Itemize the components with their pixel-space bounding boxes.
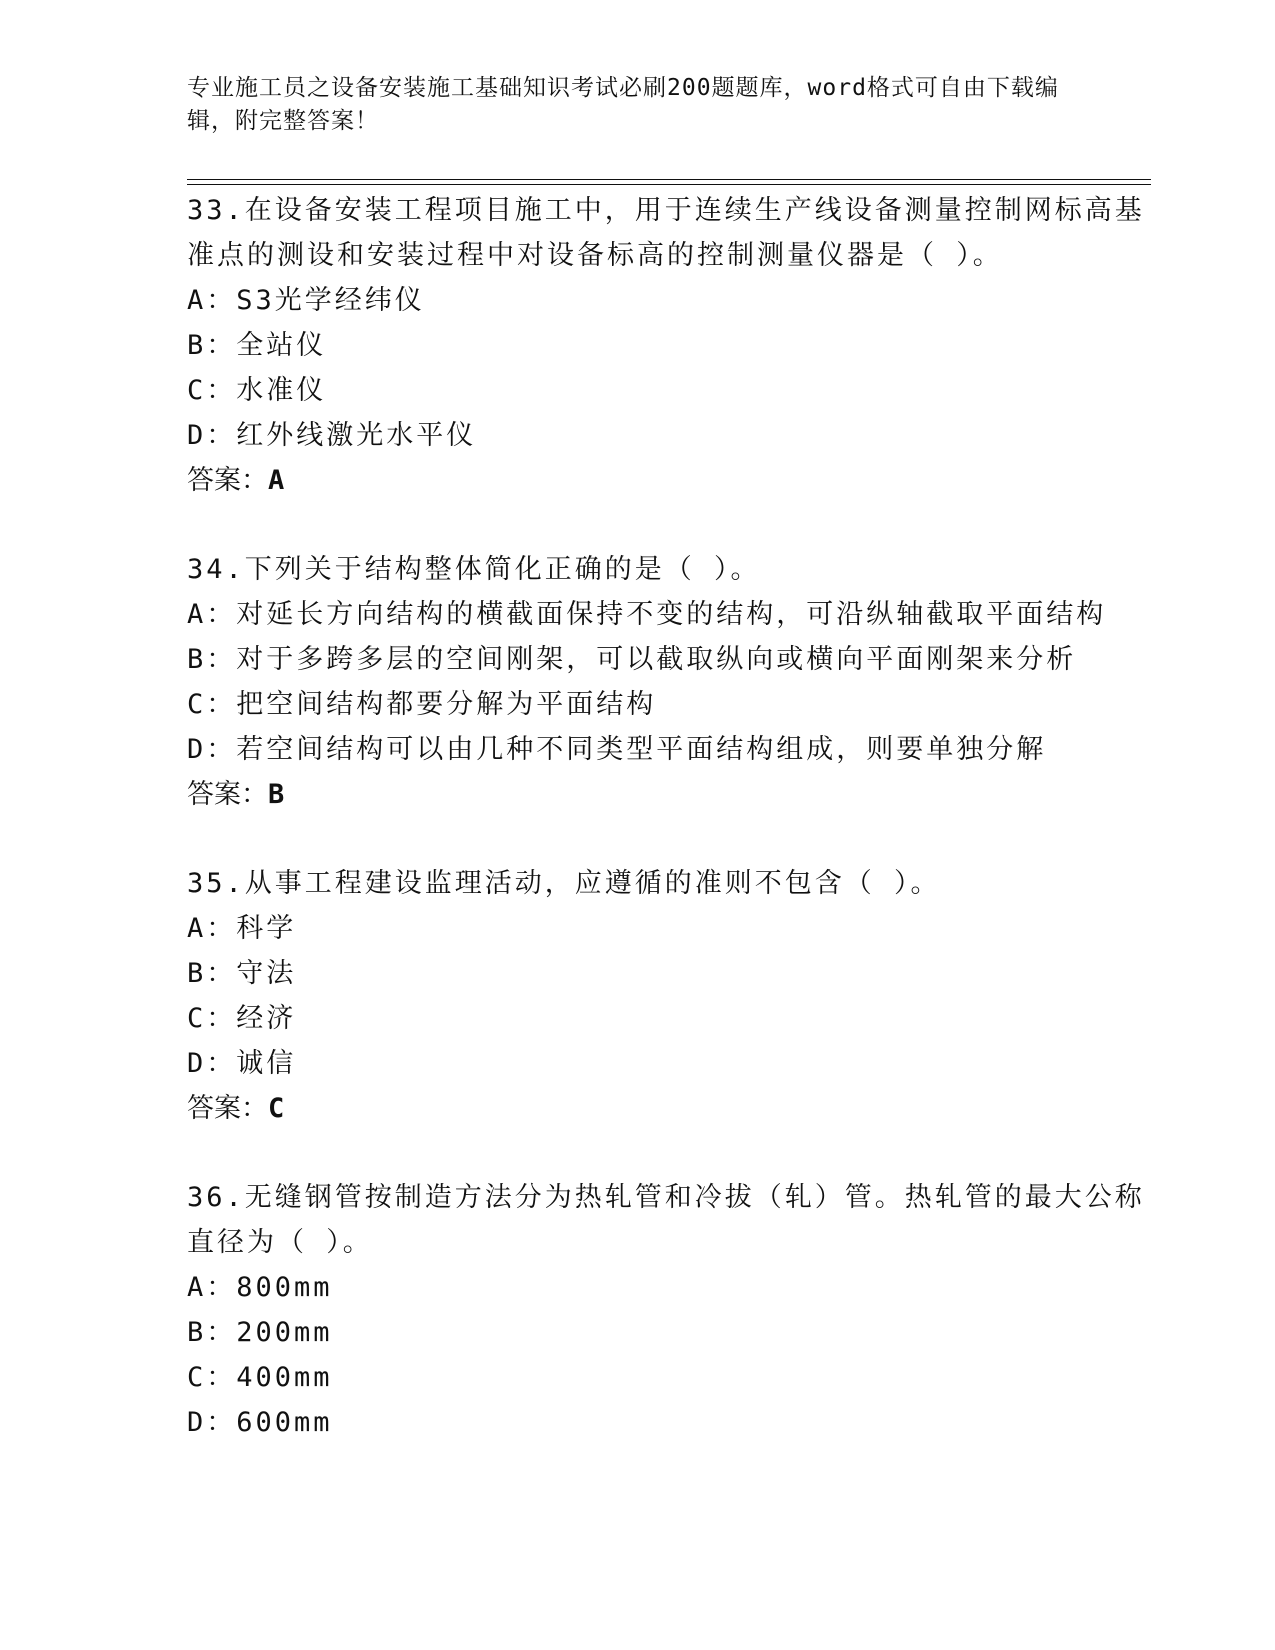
option-a: A：800mm: [187, 1272, 333, 1303]
answer-label: 答案：: [187, 465, 268, 496]
option-b: B：对于多跨多层的空间刚架，可以截取纵向或横向平面刚架来分析: [187, 644, 1077, 675]
option-a: A：对延长方向结构的横截面保持不变的结构，可沿纵轴截取平面结构: [187, 599, 1107, 630]
option-c: C：400mm: [187, 1362, 333, 1393]
option-d: D：若空间结构可以由几种不同类型平面结构组成，则要单独分解: [187, 734, 1047, 765]
option-b: B：全站仪: [187, 330, 327, 361]
question-36: [187, 1175, 1167, 1445]
option-c: C：水准仪: [187, 375, 327, 406]
option-d: D：诚信: [187, 1048, 297, 1079]
answer-value: B: [268, 779, 285, 810]
option-b: B：守法: [187, 958, 297, 989]
option-d: D：600mm: [187, 1407, 333, 1438]
question-text: 33.在设备安装工程项目施工中，用于连续生产线设备测量控制网标高基准点的测设和安装过程中对设备标高的控制测量仪器是（ ）。: [187, 195, 1145, 271]
question-33: [187, 188, 1167, 503]
question-text: 34.下列关于结构整体简化正确的是（ ）。: [187, 554, 761, 585]
option-b: B：200mm: [187, 1317, 333, 1348]
option-c: C：经济: [187, 1003, 297, 1034]
header-divider-bottom: [187, 184, 1151, 185]
question-text: 35.从事工程建设监理活动，应遵循的准则不包含（ ）。: [187, 868, 941, 899]
document-header: 专业施工员之设备安装施工基础知识考试必刷200题题库，word格式可自由下载编辑，附完整答案！: [187, 75, 1059, 134]
answer-value: A: [268, 465, 285, 496]
answer-line: [187, 1086, 1167, 1131]
answer-label: 答案：: [187, 779, 268, 810]
question-34: [187, 547, 1167, 817]
option-a: A：S3光学经纬仪: [187, 285, 425, 316]
option-d: D：红外线激光水平仪: [187, 420, 477, 451]
header-divider-top: [187, 179, 1151, 180]
question-35: [187, 861, 1167, 1131]
option-a: A：科学: [187, 913, 297, 944]
question-text: 36.无缝钢管按制造方法分为热轧管和冷拔（轧）管。热轧管的最大公称直径为（ ）。: [187, 1182, 1145, 1258]
answer-line: [187, 772, 1167, 817]
option-c: C：把空间结构都要分解为平面结构: [187, 689, 657, 720]
answer-value: C: [268, 1093, 285, 1124]
question-list: [187, 188, 1167, 1489]
answer-label: 答案：: [187, 1093, 268, 1124]
answer-line: [187, 458, 1167, 503]
